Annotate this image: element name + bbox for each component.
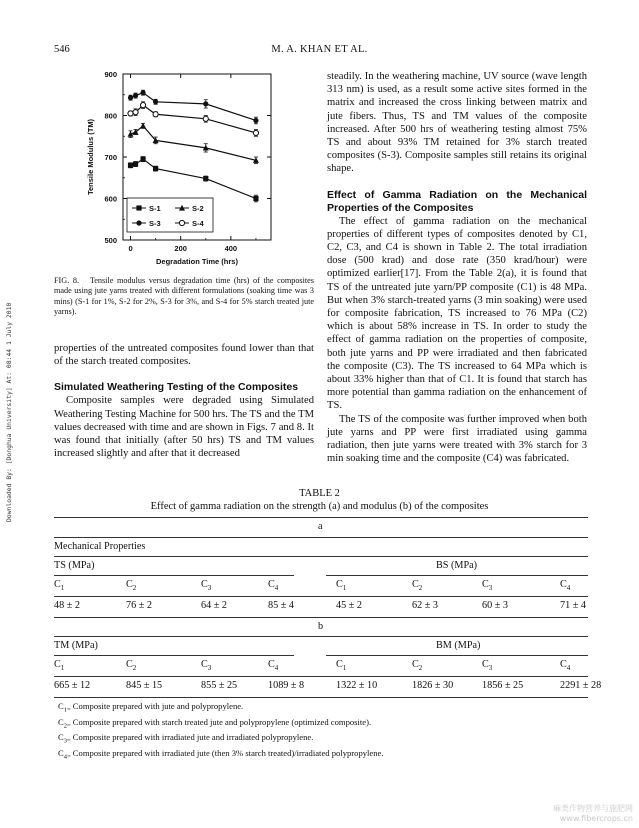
bm-value-cell: 1856 ± 25 [482, 680, 524, 691]
column-header-c2: $C_2$ [126, 579, 137, 593]
table-note: $C_{4=}$ Composite prepared with irradiated jute (then 3% starch treated)/irradiated polypropylene. [58, 747, 384, 761]
table-rule [54, 596, 588, 597]
table-label: TABLE 2 [299, 488, 340, 499]
figure-caption [54, 276, 314, 318]
table-bottom-rule [54, 697, 588, 698]
column-header-c2: $C_2$ [412, 659, 423, 673]
legend-label-s-3: S-3 [149, 219, 161, 228]
series-line-s-3 [131, 93, 256, 121]
data-point-s-1 [140, 156, 145, 161]
bs-value-cell: 60 ± 3 [482, 600, 508, 611]
data-point-s-1 [203, 176, 208, 181]
data-point-s-4 [133, 110, 138, 115]
bs-value-cell: 62 ± 3 [412, 600, 438, 611]
column-header-c4: $C_4$ [560, 659, 571, 673]
table-rule [326, 575, 588, 576]
column-header-c4: $C_4$ [268, 579, 279, 593]
table-part-a: a [318, 521, 323, 532]
left-continuation: properties of the untreated composites found lower than that of the starch treated composites. [54, 343, 314, 368]
ts-value-cell: 48 ± 2 [54, 600, 80, 611]
y-tick-label: 600 [104, 194, 117, 204]
column-header-c2: $C_2$ [126, 659, 137, 673]
data-point-s-3 [253, 118, 258, 123]
tm-value-cell: 665 ± 12 [54, 680, 91, 691]
section-heading-weathering: Simulated Weathering Testing of the Composites [54, 381, 299, 394]
data-point-s-3 [133, 93, 138, 98]
table-note: $C_{2=}$ Composite prepared with starch treated jute and polypropylene (optimized composite). [58, 716, 372, 730]
figure-caption-text: Tensile modulus versus degradation time (hrs) of the composites made using jute yarns treated with different formulations (soaking time was 3 mins) (S-1 for 1%, S-2 for 2%, S-3 for 3%, and S-4 for 5% starch treated jute yarns). [54, 276, 314, 317]
legend-marker-s-3 [136, 220, 141, 225]
ts-value-cell: 85 ± 4 [268, 600, 294, 611]
data-point-s-4 [153, 112, 158, 117]
bm-value-cell: 1826 ± 30 [412, 680, 454, 691]
column-header-c1: $C_1$ [336, 579, 347, 593]
weathering-paragraph: Composite samples were degraded using Simulated Weathering Testing Machine for 500 hrs. The TS and the TM values decreased with time and are shown in Figs. 7 and 8. It was found that initially (after 50 hrs) TS and TM values increased slightly and after that it decreased [54, 395, 314, 460]
data-point-s-4 [253, 130, 258, 135]
data-point-s-1 [253, 196, 258, 201]
legend-label-s-2: S-2 [192, 204, 204, 213]
x-tick-label: 400 [224, 244, 238, 253]
data-point-s-3 [140, 90, 145, 95]
ts-value-cell: 64 ± 2 [201, 600, 227, 611]
table-rule [54, 537, 588, 538]
right-column [327, 70, 587, 465]
mech-props-header: Mechanical Properties [54, 541, 146, 552]
column-header-c3: $C_3$ [201, 579, 212, 593]
tm-value-cell: 845 ± 15 [126, 680, 163, 691]
watermark-line-2: www.fibercrops.cn [559, 814, 633, 823]
series-line-s-2 [131, 126, 256, 160]
column-header-c4: $C_4$ [560, 579, 571, 593]
legend-marker-s-4 [179, 220, 184, 225]
y-tick-label: 500 [104, 236, 117, 245]
table-rule [54, 556, 588, 557]
table-title: Effect of gamma radiation on the strength (a) and modulus (b) of the composites [150, 501, 489, 512]
figure-caption-label: FIG. 8. [54, 276, 80, 285]
table-rule [326, 655, 588, 656]
bm-value-cell: 1322 ± 10 [336, 680, 378, 691]
right-paragraph-2: The effect of gamma radiation on the mechanical properties of different types of composites denoted by C1, C2, C3, and C4 is shown in Table 2. The total irradiation dose (500 krad) and dose rate (350 krad/hour) were optimized earlier[17]. From the Table 2(a), it is found that TS of the untreated jute yarn/PP composite (C1) is 48 MPa. But when 3% starch-treated yarns (3 min soaking) were used for composite fabrication, TS increased to 76 MPa (C2) which is about 58% increase in TS. In order to study the effect of gamma radiation on the properties of composite, both jute yarns and PP were irradiated and then fabricated the composite (C3). The TS increased to 64 MPa which is about 33% higher than that of C1. It is found that starch has more potential than gamma radiation on the enhancement of TS. [327, 215, 587, 412]
bs-label: BS (MPa) [436, 560, 478, 571]
column-header-c1: $C_1$ [54, 579, 65, 593]
bs-value-cell: 71 ± 4 [560, 600, 586, 611]
running-head: M. A. KHAN ET AL. [271, 44, 368, 55]
ts-value-cell: 76 ± 2 [126, 600, 152, 611]
table-rule [54, 676, 588, 677]
table-note: $C_{3=}$ Composite prepared with irradiated jute and irradiated polypropylene. [58, 732, 314, 745]
column-header-c2: $C_2$ [412, 579, 423, 593]
data-point-s-2 [140, 123, 146, 129]
data-point-s-1 [133, 161, 138, 166]
bm-label: BM (MPa) [436, 640, 481, 651]
data-point-s-1 [128, 163, 133, 168]
ts-label: TS (MPa) [54, 560, 95, 571]
left-column [54, 342, 314, 460]
y-axis-label: Tensile Modulus (TM) [86, 118, 95, 196]
data-point-s-3 [128, 95, 133, 100]
data-point-s-4 [140, 103, 145, 108]
y-tick-label: 900 [104, 70, 117, 79]
tensile-modulus-chart [55, 62, 323, 274]
bm-value-cell: 2291 ± 28 [560, 680, 602, 691]
x-tick-label: 0 [128, 244, 133, 253]
column-header-c1: $C_1$ [336, 659, 347, 673]
legend-label-s-1: S-1 [149, 204, 161, 213]
table-top-rule [54, 517, 588, 518]
watermark-line-1: 麻类作物营养与施肥网 [553, 804, 633, 813]
tm-value-cell: 1089 ± 8 [268, 680, 305, 691]
table-rule [54, 575, 294, 576]
series-line-s-1 [131, 159, 256, 198]
data-point-s-3 [153, 99, 158, 104]
download-stamp-text: Downloaded By: [Donghua University] At: 08:44 1 July 2010 [5, 302, 13, 522]
watermark [553, 804, 633, 824]
x-tick-label: 200 [174, 244, 187, 253]
table-rule [54, 655, 294, 656]
data-point-s-1 [153, 166, 158, 171]
column-header-c3: $C_3$ [482, 659, 493, 673]
right-paragraph-3: The TS of the composite was further improved when both jute yarns and PP were first irradiated using gamma radiation, then jute yarns were treated with 3% starch for 3 min soaking time and the composite (C4) was fabricated. [327, 413, 587, 465]
series-line-s-4 [131, 105, 256, 133]
table-note: $C_{1=}$ Composite prepared with jute and polypropylene. [58, 701, 244, 714]
tm-value-cell: 855 ± 25 [201, 680, 238, 691]
right-paragraph-1: steadily. In the weathering machine, UV source (wave length 313 nm) is used, as a result some active sites formed in the matrix and increased the cross linking between matrix and jute fibers. Thus, TS and TM values of the composite increased. After 500 hrs of weathering testing almost 75% TS and about 93% TM retained for 3% starch treated composites (S-3). Composite samples still retains its original shape. [327, 71, 587, 175]
section-heading-gamma: Effect of Gamma Radiation on the Mechanical Properties of the Composites [327, 188, 587, 214]
column-header-c3: $C_3$ [201, 659, 212, 673]
y-tick-label: 800 [104, 111, 117, 121]
legend-marker-s-1 [136, 205, 141, 210]
data-point-s-4 [203, 116, 208, 121]
legend-label-s-4: S-4 [192, 219, 204, 228]
data-point-s-3 [203, 101, 208, 106]
column-header-c4: $C_4$ [268, 659, 279, 673]
x-axis-label: Degradation Time (hrs) [156, 257, 238, 266]
y-tick-label: 700 [104, 153, 117, 162]
table-rule [54, 636, 588, 637]
page-number: 546 [54, 44, 70, 55]
tm-label: TM (MPa) [54, 640, 98, 651]
data-point-s-4 [128, 111, 133, 116]
table-part-b: b [318, 621, 324, 632]
bs-value-cell: 45 ± 2 [336, 600, 362, 611]
column-header-c1: $C_1$ [54, 659, 65, 673]
column-header-c3: $C_3$ [482, 579, 493, 593]
table-rule [54, 617, 588, 618]
table-notes [58, 701, 588, 763]
